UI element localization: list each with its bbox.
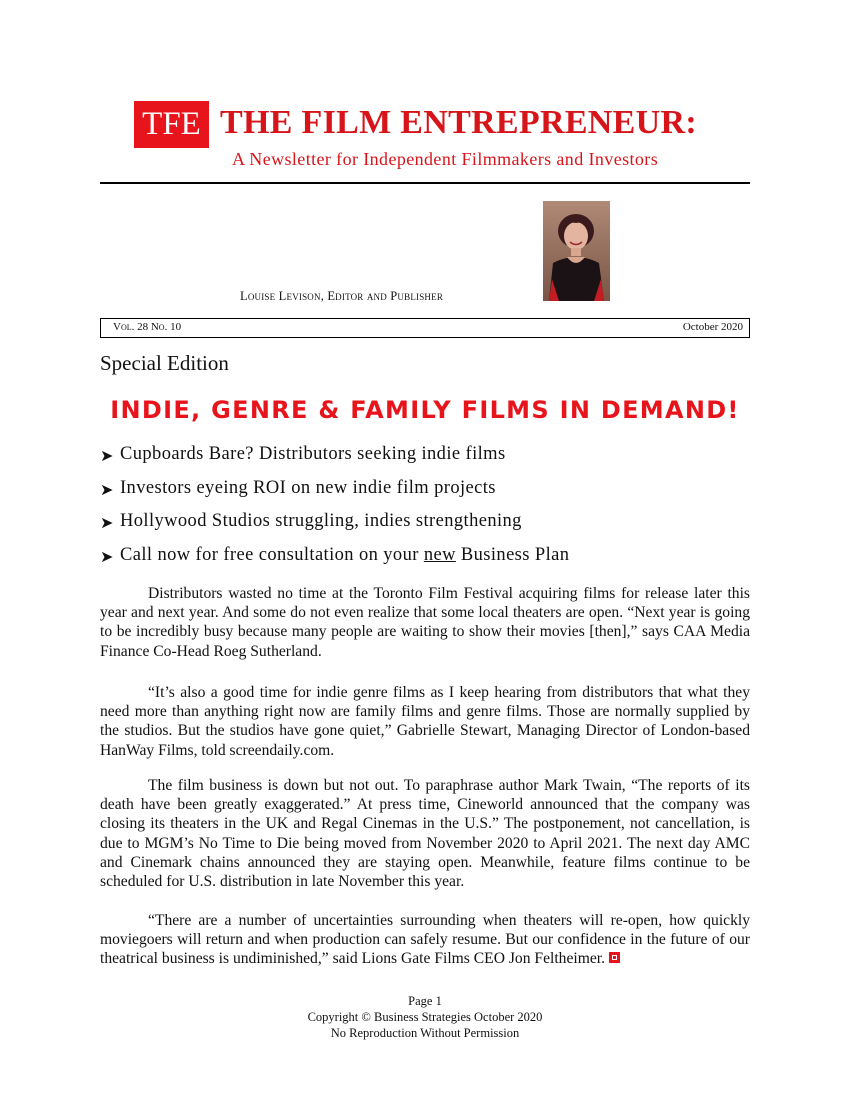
paragraph-text: “There are a number of uncertainties surrounding when theaters will re-open, how quickly moviegoers will return and when production can safely resume. But our confidence in the future of our theatrical business is undiminished,” said Lions Gate Films CEO Jon Feltheimer.	[100, 912, 750, 968]
main-headline: INDIE, GENRE & FAMILY FILMS IN DEMAND!	[110, 396, 740, 424]
edition-label: Special Edition	[100, 351, 229, 375]
article-paragraph: The film business is down but not out. To paraphrase author Mark Twain, “The reports of its death have been greatly exaggerated.” At press time, Cineworld announced that the company was closing its theaters in the UK and Regal Cinemas in the U.S.” The postponement, not cancellation, is due to MGM’s No Time to Die being moved from November 2020 to April 2021. The next day AMC and Cinemark chains announced they are staying open. Meanwhile, feature films continue to be scheduled for U.S. distribution in late November this year.	[100, 777, 750, 891]
issue-info-box	[100, 318, 750, 338]
issue-volume: Vol. 28 No. 10	[113, 321, 182, 333]
newsletter-title: THE FILM ENTREPRENEUR:	[220, 104, 697, 141]
copyright-line: Copyright © Business Strategies October 2020	[307, 1010, 543, 1024]
article-paragraph: Distributors wasted no time at the Toronto Film Festival acquiring films for release later this year and next year. And some do not even realize that some local theaters are open. “Next year is going to be incredibly busy because many people are waiting to show their movies [then],” says CAA Media Finance Co-Head Roeg Sutherland.	[100, 585, 750, 660]
bullet-text: Cupboards Bare? Distributors seeking indie films	[120, 444, 506, 464]
list-item	[100, 478, 569, 512]
arrow-bullet-icon: ➤	[100, 481, 114, 499]
highlights-list	[100, 444, 569, 578]
arrow-bullet-icon: ➤	[100, 548, 114, 566]
list-item	[100, 545, 569, 579]
editor-photo	[543, 201, 610, 301]
bullet-text	[120, 545, 569, 566]
end-of-article-icon	[609, 952, 620, 963]
page-number: Page 1	[408, 994, 442, 1008]
reproduction-notice: No Reproduction Without Permission	[330, 1026, 520, 1040]
article-paragraph: “It’s also a good time for indie genre films as I keep hearing from distributors that what they need more than anything right now are family films and genre films. Those are normally supplied by the studios. But the studios have gone quiet,” Gabrielle Stewart, Managing Director of London-based HanWay Films, told screendaily.com.	[100, 684, 750, 759]
editor-portrait-image	[543, 201, 610, 301]
arrow-bullet-icon: ➤	[100, 448, 114, 465]
masthead-divider	[100, 182, 750, 184]
bullet-text-start: Call now for free consultation on your	[120, 544, 424, 565]
bullet-text: Hollywood Studios struggling, indies strengthening	[120, 511, 522, 531]
newsletter-subtitle: A Newsletter for Independent Filmmakers and Investors	[232, 149, 659, 169]
list-item	[100, 511, 569, 545]
article-paragraph-last	[100, 911, 750, 969]
bullet-text: Investors eyeing ROI on new indie film projects	[120, 477, 496, 498]
tfe-logo: TFE	[134, 101, 209, 148]
list-item	[100, 444, 569, 478]
editor-line: Louise Levison, Editor and Publisher	[240, 289, 444, 303]
page-footer	[100, 993, 750, 1041]
bullet-text-end: Business Plan	[455, 544, 570, 565]
arrow-bullet-icon: ➤	[100, 515, 114, 532]
emphasis-new: new	[423, 544, 456, 565]
issue-date: October 2020	[682, 321, 743, 333]
